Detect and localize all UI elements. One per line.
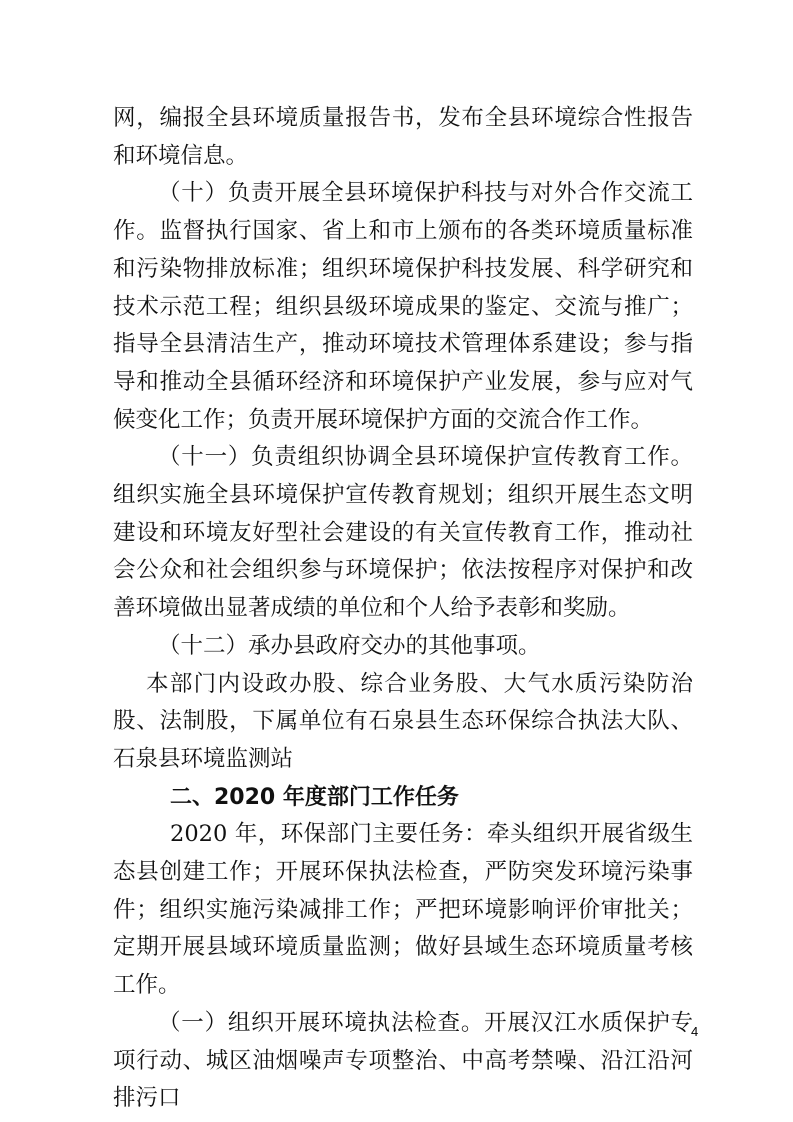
paragraph-department-structure: 本部门内设政办股、综合业务股、大气水质污染防治股、法制股，下属单位有石泉县生态环保综合执法大队、石泉县环境监测站 (113, 670, 693, 772)
paragraph-item-11: （十一）负责组织协调全县环境保护宣传教育工作。组织实施全县环境保护宣传教育规划；组织开展生态文明建设和环境友好型社会建设的有关宣传教育工作，推动社会公众和社会组织参与环境保护；依法按程序对保护和改善环境做出显著成绩的单位和个人给予表彰和奖励。 (113, 444, 693, 622)
page-number: 4 (691, 1024, 699, 1039)
paragraph-item-12: （十二）承办县政府交办的其他事项。 (158, 632, 541, 659)
paragraph-item-10: （十）负责开展全县环境保护科技与对外合作交流工作。监督执行国家、省上和市上颁布的各类环境质量标准和污染物排放标准；组织环境保护科技发展、科学研究和技术示范工程；组织县级环境成果的鉴定、交流与推广；指导全县清洁生产，推动环境技术管理体系建设；参与指导和推动全县循环经济和环境保护产业发展，参与应对气候变化工作；负责开展环境保护方面的交流合作工作。 (113, 180, 693, 433)
paragraph-continuation: 网，编报全县环境质量报告书，发布全县环境综合性报告和环境信息。 (113, 105, 693, 169)
paragraph-main-tasks: 2020 年，环保部门主要任务：牵头组织开展省级生态县创建工作；开展环保执法检查，严防突发环境污染事件；组织实施污染减排工作；严把环境影响评价审批关；定期开展县域环境质量监测；做好县域生态环境质量考核工作。 (113, 821, 693, 999)
section-heading: 二、2020 年度部门工作任务 (170, 784, 459, 810)
paragraph-task-1: （一）组织开展环境执法检查。开展汉江水质保护专项行动、城区油烟噪声专项整治、中高考禁噪、沿江沿河排污口 (113, 1009, 693, 1112)
body-text (113, 100, 693, 1118)
